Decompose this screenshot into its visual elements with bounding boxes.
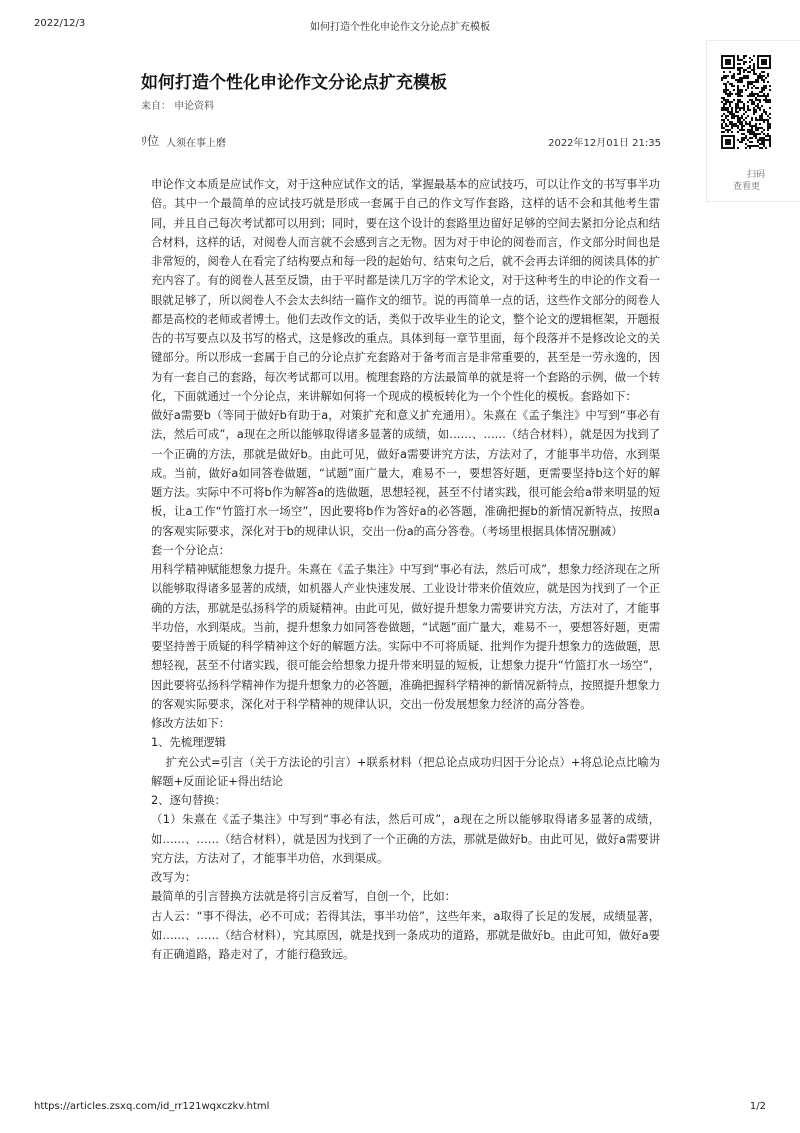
- author-row: [141, 132, 661, 148]
- article-source[interactable]: 来自： 申论资料: [141, 101, 215, 112]
- author-name[interactable]: 人须在事上磨: [166, 138, 226, 149]
- paragraph: 套一个分论点：: [151, 543, 231, 557]
- publish-date: 2022年12月01日 21:35: [548, 138, 661, 149]
- paragraph: 申论作文本质是应试作文，对于这种应试作文的话，掌握最基本的应试技巧，可以让作文的书写事半功倍。其中一个最简单的应试技巧就是形成一套属于自己的作文写作套路，这样的话不会和其他考生雷同，并且自己每次考试都可以用到；同时，要在这个设计的套路里边留好足够的空间去紧扣分论点和结合材料，这样的话，对阅卷人而言就不会感到言之无物。因为对于申论的阅卷而言，作文部分时间也是非常短的，阅卷人在看完了结构要点和每一段的起始句、结束句之后，就不会再去详细的阅读具体的扩充内容了。有的阅卷人甚至反馈，由于平时都是读几万字的学术论文，对于这种考生的申论的作文看一眼就足够了，所以阅卷人不会太去纠结一篇作文的细节。说的再简单一点的话，这些作文部分的阅卷人都是高校的老师或者博士。他们去改作文的话，类似于改毕业生的论文，整个论文的逻辑框架，开题报告的书写要点以及书写的格式，这是修改的重点。具体到每一章节里面，每个段落并不是修改论文的关键部分。所以形成一套属于自己的分论点扩充套路对于备考而言是非常重要的，甚至是一劳永逸的，因为有一套自己的套路，每次考试都可以用。梳理套路的方法最简单的就是将一个套路的示例，做一个转化，下面就通过一个分论点，来讲解如何将一个现成的模板转化为一个个性化的模板。套路如下：: [151, 178, 660, 403]
- print-date: 2022/12/3: [34, 18, 86, 29]
- print-page-number: 1/2: [749, 1101, 766, 1112]
- qr-caption-line1: 扫码: [747, 170, 766, 180]
- print-url: https://articles.zsxq.com/id_rr121wqxczkv.html: [34, 1101, 270, 1112]
- paragraph: 扩充公式=引言（关于方法论的引言）+联系材料（把总论点成功归因于分论点）+将总论点比喻为解题+反面论证+得出结论: [151, 755, 660, 788]
- print-footer: [0, 1101, 800, 1115]
- author-avatar[interactable]: ﾘ位: [141, 134, 160, 148]
- print-header: [0, 18, 800, 32]
- article-title: 如何打造个性化申论作文分论点扩充模板: [141, 73, 447, 93]
- qr-code-icon: [721, 55, 771, 149]
- paragraph: 2、逐句替换：: [151, 794, 226, 807]
- paragraph: 改写为：: [151, 871, 197, 884]
- qr-panel: [706, 40, 800, 202]
- paragraph: 古人云：“事不得法，必不可成；若得其法，事半功倍”，这些年来，a取得了长足的发展，成绩显著，如……、……（结合材料），究其原因，就是找到一条成功的道路，那就是做好b。由此可知，做好a要有正确道路，路走对了，才能行稳致远。: [151, 909, 660, 961]
- paragraph: 做好a需要b（等同于做好b有助于a，对策扩充和意义扩充通用）。朱熹在《孟子集注》中写到“事必有法，然后可成”，a现在之所以能够取得诸多显著的成绩，如……、……（结合材料），就是因为找到了一个正确的方法，那就是做好b。由此可见，做好a需要讲究方法，方法对了，才能事半功倍，水到渠成。当前，做好a如同答卷做题，“试题”面广量大，难易不一，要想答好题，更需要坚持b这个好的解题方法。实际中不可将b作为解答a的选做题，思想轻视，甚至不付诸实践，很可能会给a带来明显的短板，让a工作“竹篮打水一场空”，因此要将b作为答好a的必答题，准确把握b的新情况新特点，按照a的客观实际要求，深化对于b的规律认识，交出一份a的高分答卷。（考场里根据具体情况删减）: [151, 409, 660, 538]
- paragraph: 1、先梳理逻辑: [151, 736, 226, 750]
- paragraph: （1）朱熹在《孟子集注》中写到“事必有法，然后可成”，a现在之所以能够取得诸多显著的成绩，如……、……（结合材料），就是因为找到了一个正确的方法，那就是做好b。由此可见，做好a需要讲究方法，方法对了，才能事半功倍，水到渠成。: [151, 813, 660, 865]
- paragraph: 用科学精神赋能想象力提升。朱熹在《孟子集注》中写到“事必有法，然后可成”，想象力经济现在之所以能够取得诸多显著的成绩，如机器人产业快速发展、工业设计带来价值效应，就是因为找到了一个正确的方法，那就是弘扬科学的质疑精神。由此可见，做好提升想象力需要讲究方法，方法对了，才能事半功倍，水到渠成。当前，提升想象力如同答卷做题，“试题”面广量大，难易不一，要想答好题，更需要坚持善于质疑的科学精神这个好的解题方法。实际中不可将质疑、批判作为提升想象力的选做题，思想轻视，甚至不付诸实践，很可能会给想象力提升带来明显的短板，让想象力提升“竹篮打水一场空”，因此要将弘扬科学精神作为提升想象力的必答题，准确把握科学精神的新情况新特点，按照提升想象力的客观实际要求，深化对于科学精神的规律认识，交出一份发展想象力经济的高分答卷。: [151, 563, 660, 711]
- article-body: [151, 175, 660, 964]
- paragraph: 修改方法如下：: [151, 717, 231, 730]
- paragraph: 最简单的引言替换方法就是将引言反着写，自创一个，比如：: [151, 890, 457, 904]
- print-doc-title: 如何打造个性化申论作文分论点扩充模板: [310, 22, 490, 33]
- qr-caption-line2: 查看更: [733, 182, 761, 192]
